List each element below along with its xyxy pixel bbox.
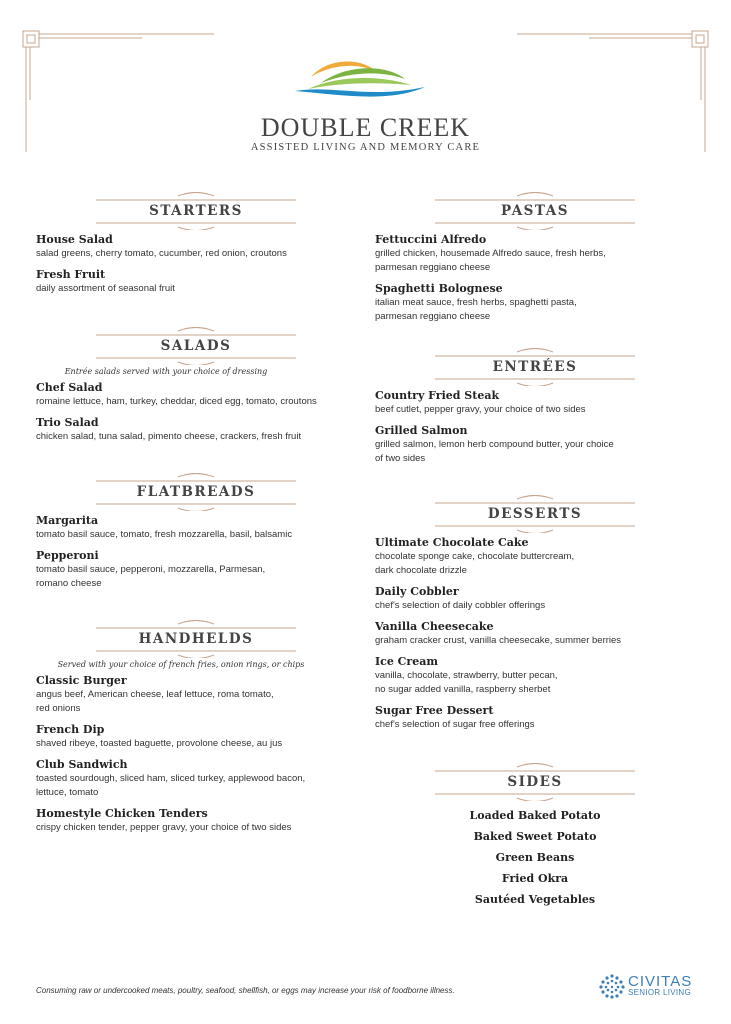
- side-item: Baked Sweet Potato: [473, 830, 597, 843]
- menu-item: [36, 674, 336, 716]
- section-title: HANDHELDS: [138, 631, 254, 647]
- item-desc: lettuce, tomato: [36, 787, 99, 798]
- item-desc: grilled salmon, lemon herb compound butter, your choice: [375, 439, 614, 450]
- item-name: Classic Burger: [36, 674, 127, 687]
- item-name: Sugar Free Dessert: [375, 704, 494, 717]
- item-name: Daily Cobbler: [375, 585, 459, 598]
- item-name: Ice Cream: [375, 655, 438, 668]
- civitas-name: CIVITAS: [628, 973, 693, 990]
- menu-item: [375, 620, 675, 648]
- section-title: FLATBREADS: [136, 484, 256, 500]
- item-desc: romaine lettuce, ham, turkey, cheddar, diced egg, tomato, croutons: [36, 396, 317, 407]
- menu-item: [36, 758, 336, 800]
- item-name: Grilled Salmon: [375, 424, 468, 437]
- item-desc: salad greens, cherry tomato, cucumber, red onion, croutons: [36, 248, 287, 259]
- menu-item: [36, 381, 336, 409]
- item-desc: toasted sourdough, sliced ham, sliced turkey, applewood bacon,: [36, 773, 306, 784]
- item-desc: parmesan reggiano cheese: [375, 311, 491, 322]
- side-item: Fried Okra: [501, 872, 569, 885]
- menu-item: [36, 514, 336, 542]
- item-desc: shaved ribeye, toasted baguette, provolone cheese, au jus: [36, 738, 283, 749]
- section-title: SALADS: [160, 338, 232, 354]
- item-name: Vanilla Cheesecake: [375, 620, 494, 633]
- section-title: STARTERS: [149, 203, 243, 219]
- item-desc: chocolate sponge cake, chocolate buttercream,: [375, 551, 575, 562]
- item-desc: no sugar added vanilla, raspberry sherbet: [375, 684, 551, 695]
- item-name: Club Sandwich: [36, 758, 128, 771]
- section-header-salads: [96, 325, 356, 365]
- section-title: ENTRÉES: [492, 359, 578, 375]
- brand-name: DOUBLE CREEK: [260, 113, 471, 142]
- section-header-entrees: [435, 346, 695, 386]
- menu-item: [36, 723, 336, 751]
- civitas-dots-icon: [598, 973, 626, 999]
- item-desc: romano cheese: [36, 578, 102, 589]
- item-desc: parmesan reggiano cheese: [375, 262, 491, 273]
- sides-list: [435, 805, 635, 910]
- menu-item: [375, 389, 675, 417]
- item-desc: vanilla, chocolate, strawberry, butter pecan,: [375, 670, 558, 681]
- item-name: French Dip: [36, 723, 105, 736]
- side-item: Green Beans: [495, 851, 575, 864]
- section-title: SIDES: [507, 774, 563, 790]
- section-note: Served with your choice of french fries, onion rings, or chips: [57, 660, 305, 669]
- item-desc: tomato basil sauce, pepperoni, mozzarella, Parmesan,: [36, 564, 266, 575]
- menu-item: [375, 424, 675, 466]
- menu-item: [36, 549, 336, 591]
- item-name: Chef Salad: [36, 381, 103, 394]
- menu-item: [36, 233, 336, 261]
- menu-item: [375, 585, 675, 613]
- item-name: House Salad: [36, 233, 113, 246]
- item-name: Homestyle Chicken Tenders: [36, 807, 208, 820]
- side-item: Loaded Baked Potato: [469, 809, 601, 822]
- item-desc: tomato basil sauce, tomato, fresh mozzarella, basil, balsamic: [36, 529, 293, 540]
- section-header-pastas: [435, 190, 695, 230]
- civitas-subtitle: SENIOR LIVING: [628, 988, 692, 997]
- menu-item: [375, 655, 675, 697]
- menu-item: [375, 536, 675, 578]
- item-desc: of two sides: [375, 453, 426, 464]
- item-name: Fresh Fruit: [36, 268, 106, 281]
- section-title: PASTAS: [501, 203, 569, 219]
- item-name: Trio Salad: [36, 416, 99, 429]
- item-desc: red onions: [36, 703, 81, 714]
- section-title: DESSERTS: [487, 506, 583, 522]
- section-header-desserts: [435, 493, 695, 533]
- menu-item: [36, 268, 336, 296]
- item-desc: dark chocolate drizzle: [375, 565, 467, 576]
- item-desc: chef's selection of sugar free offerings: [375, 719, 535, 730]
- menu-item: [36, 416, 336, 444]
- item-name: Country Fried Steak: [375, 389, 500, 402]
- menu-item: [36, 807, 336, 835]
- civitas-logo: [598, 973, 698, 999]
- section-header-starters: [96, 190, 356, 230]
- right-column: [375, 190, 675, 910]
- left-column: [36, 190, 336, 842]
- item-desc: beef cutlet, pepper gravy, your choice of two sides: [375, 404, 586, 415]
- brand-tagline: ASSISTED LIVING AND MEMORY CARE: [250, 142, 481, 153]
- double-creek-logo-icon: [293, 55, 428, 107]
- item-name: Spaghetti Bolognese: [375, 282, 503, 295]
- item-desc: angus beef, American cheese, leaf lettuce, roma tomato,: [36, 689, 274, 700]
- side-item: Sautéed Vegetables: [474, 893, 596, 906]
- food-safety-disclaimer: Consuming raw or undercooked meats, poultry, seafood, shellfish, or eggs may increase your risk of foodborne illness.: [36, 986, 455, 995]
- section-header-handhelds: [96, 618, 356, 658]
- item-name: Fettuccini Alfredo: [375, 233, 487, 246]
- section-note: Entrée salads served with your choice of dressing: [64, 367, 268, 376]
- section-header-flatbreads: [96, 471, 356, 511]
- item-name: Pepperoni: [36, 549, 99, 562]
- section-header-sides: [435, 761, 695, 801]
- menu-item: [375, 282, 675, 324]
- item-desc: daily assortment of seasonal fruit: [36, 283, 175, 294]
- menu-item: [375, 704, 675, 732]
- item-desc: chicken salad, tuna salad, pimento cheese, crackers, fresh fruit: [36, 431, 302, 442]
- item-desc: grilled chicken, housemade Alfredo sauce, fresh herbs,: [375, 248, 606, 259]
- item-name: Margarita: [36, 514, 99, 527]
- item-desc: chef's selection of daily cobbler offerings: [375, 600, 546, 611]
- item-desc: crispy chicken tender, pepper gravy, your choice of two sides: [36, 822, 292, 833]
- item-desc: graham cracker crust, vanilla cheesecake, summer berries: [375, 635, 622, 646]
- menu-item: [375, 233, 675, 275]
- item-name: Ultimate Chocolate Cake: [375, 536, 529, 549]
- item-desc: italian meat sauce, fresh herbs, spaghetti pasta,: [375, 297, 577, 308]
